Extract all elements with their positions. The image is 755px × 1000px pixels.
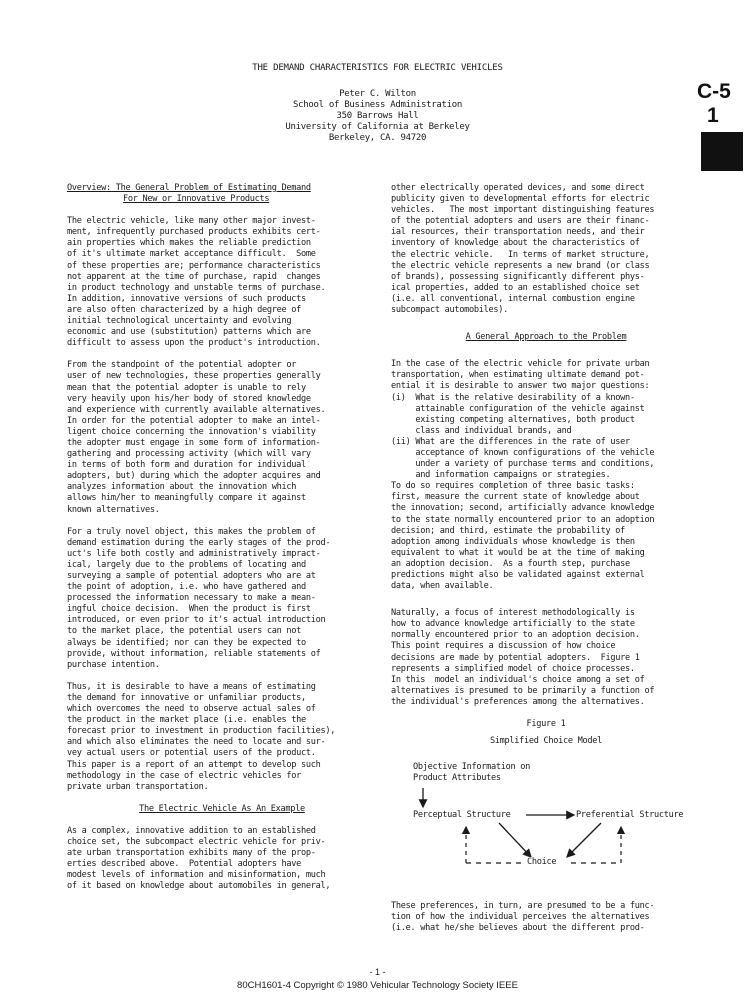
paragraph: As a complex, innovative addition to an established choice set, the subcompact electric vehicle for priv- ate urban transportation exhibits many of the prop- erties described above. Potential adopters have modest levels of information and misinformation, much of it based on knowledge about automobiles in general, (67, 825, 331, 892)
author-address: 350 Barrows Hall (336, 111, 419, 122)
node-choice: Choice (527, 857, 557, 868)
author-block (0, 89, 755, 144)
paragraph: Naturally, a focus of interest methodologically is how to advance knowledge artificially to the state normally encountered prior to an adoption decision. This point requires a discussion of how choice decisions are made by potential adopters. Figure 1 represents a simplified model of choice processes. In this model an individual's choice among a set of alternatives is presumed to be primarily a function of the individual's preferences among the alternatives. (391, 608, 655, 707)
right-column (391, 183, 701, 946)
overview-heading: Overview: The General Problem of Estimating Demand For New or Innovative Products (67, 183, 311, 205)
author-university: University of California at Berkeley (285, 122, 470, 133)
paragraph: In the case of the electric vehicle for private urban transportation, when estimating ultimate demand pot- ential it is desirable to answer two major questions: (i) What is the relative desirability of a known- attainable configuration of the vehicle against existing competing alternatives, both product class and individual brands, and (ii) What are the differences in the rate of user acceptance of known configurations of the vehicle under a variety of purchase terms and conditions, and information campaigns or strategies. To do so requires completion of three basic tasks: first, measure the current state of knowledge about the innovation; second, artificially advance knowledge to the state normally encountered prior to an adoption decision; and third, estimate the probability of adoption among individuals whose knowledge is then equivalent to what it would be at the time of making an adoption decision. As a fourth step, purchase predictions might also be validated against external data, when available. (391, 359, 655, 592)
paragraph: other electrically operated devices, and some direct publicity given to developmental efforts for electric vehicles. The most important distinguishing features of the potential adopters and users are their financ- ial resources, their transportation needs, and their inventory of knowledge about the characteristics of the electric vehicle. In terms of market structure, the electric vehicle represents a new brand (or class of brands), possessing significantly different phys- ical properties, added to an established choice set (i.e. all conventional, internal combustion engine subcompact automobiles). (391, 183, 655, 316)
paragraph: These preferences, in turn, are presumed to be a func- tion of how the individual perceives the alternatives (i.e. what he/she believes about the different prod- (391, 901, 655, 934)
choice-model-diagram (391, 759, 721, 879)
left-column (67, 183, 377, 903)
paragraph: From the standpoint of the potential adopter or user of new technologies, these properties generally mean that the potential adopter is unable to rely very heavily upon his/her body of stored knowledge and experience with currently available alternatives. In order for the potential adopter to make an intel- ligent choice concerning the innovation's viability the adopter must engage in some form of information- gathering and processing activity (which will vary in terms of both form and duration for individual adopters, but) during which the adopter acquires and analyzes information about the innovation which allows him/her to meaningfully compare it against known alternatives. (67, 360, 326, 515)
page-number: - 1 - (369, 967, 386, 977)
session-code: C-5 (697, 80, 731, 103)
node-preferential-structure: Preferential Structure (576, 810, 684, 821)
figure-caption: Simplified Choice Model (489, 736, 603, 747)
author-affiliation: School of Business Administration (293, 100, 462, 111)
node-product-attributes: Product Attributes (413, 773, 501, 784)
section-heading: A General Approach to the Problem (465, 332, 627, 343)
paper-title: THE DEMAND CHARACTERISTICS FOR ELECTRIC VEHICLES (252, 63, 503, 73)
index-tab-mark (701, 132, 743, 171)
author-name: Peter C. Wilton (339, 89, 416, 99)
node-objective-information: Objective Information on (413, 762, 530, 773)
figure-label: Figure 1 (526, 719, 566, 730)
author-city: Berkeley, CA. 94720 (328, 133, 427, 144)
session-number: 1 (707, 104, 719, 127)
section-heading: The Electric Vehicle As An Example (139, 803, 305, 814)
node-perceptual-structure: Perceptual Structure (413, 810, 511, 821)
paragraph: The electric vehicle, like many other major invest- ment, infrequently purchased products exhibits cert- ain properties which makes the reliable prediction of it's ultimate market acceptance difficult. Some of these properties are; performance characteristics not apparent at the time of purchase, rapid changes in product technology and unstable terms of purchase. In addition, innovative versions of such products are also often characterized by a high degree of initial technological uncertainty and evolving economic and use (substitution) patterns which are difficult to assess upon the product's introduction. (67, 216, 326, 349)
paragraph: For a truly novel object, this makes the problem of demand estimation during the early stages of the prod- uct's life both costly and administratively impract- ical, largely due to the problems of locating and surveying a sample of potential adopters who are at the point of adoption, i.e. who have gathered and processed the information necessary to make a mean- ingful choice decision. When the product is first introduced, or even prior to it's actual introduction to the market place, the potential users can not always be identified; nor can they be expected to provide, without information, reliable statements of purchase intention. (67, 526, 331, 670)
copyright-line: 80CH1601-4 Copyright © 1980 Vehicular Technology Society IEEE (237, 980, 518, 991)
paragraph: Thus, it is desirable to have a means of estimating the demand for innovative or unfamiliar products, which overcomes the need to observe actual sales of the product in the market place (i.e. enables the forecast prior to investment in production facilities), and which also eliminates the need to locate and sur- vey actual users or potential users of the product. This paper is a report of an attempt to develop such methodology in the case of electric vehicles for private urban transportation. (67, 681, 336, 792)
